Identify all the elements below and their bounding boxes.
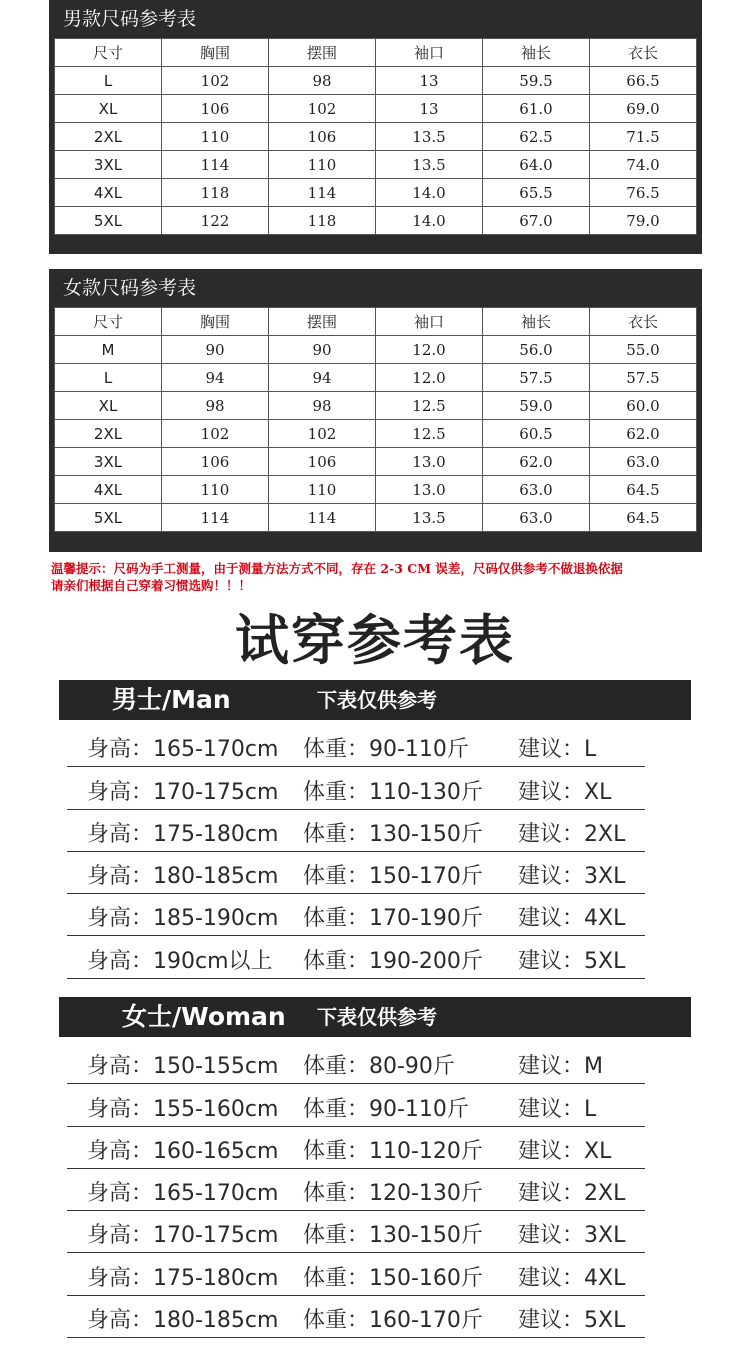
table-cell: 106 bbox=[269, 123, 376, 151]
table-cell: 13 bbox=[376, 67, 483, 95]
table-cell: 98 bbox=[162, 392, 269, 420]
measurement-notice bbox=[51, 560, 711, 594]
height-range: 身高：175-180cm bbox=[87, 1266, 279, 1291]
list-item bbox=[67, 1210, 645, 1253]
table-cell: 13.5 bbox=[376, 504, 483, 532]
table-row bbox=[55, 179, 697, 207]
table-cell: 2XL bbox=[55, 123, 162, 151]
table-cell: 2XL bbox=[55, 420, 162, 448]
table-cell: 90 bbox=[162, 336, 269, 364]
height-range: 身高：185-190cm bbox=[87, 906, 279, 931]
table-cell: XL bbox=[55, 392, 162, 420]
list-item bbox=[67, 1253, 645, 1296]
column-header: 胸围 bbox=[162, 308, 269, 336]
weight-range: 体重：130-150斤 bbox=[303, 1223, 483, 1248]
table-cell: 5XL bbox=[55, 504, 162, 532]
height-range: 身高：165-170cm bbox=[87, 737, 279, 762]
table-cell: 118 bbox=[269, 207, 376, 235]
table-cell: 106 bbox=[162, 95, 269, 123]
woman-fit-note: 下表仅供参考 bbox=[317, 1005, 437, 1029]
column-header: 衣长 bbox=[590, 39, 697, 67]
suggested-size: 建议：3XL bbox=[518, 864, 626, 889]
table-cell: 13.5 bbox=[376, 123, 483, 151]
suggested-size: 建议：4XL bbox=[518, 1266, 626, 1291]
list-item bbox=[67, 1168, 645, 1211]
list-item bbox=[67, 1041, 645, 1084]
table-cell: 59.0 bbox=[483, 392, 590, 420]
table-cell: 118 bbox=[162, 179, 269, 207]
suggested-size: 建议：L bbox=[518, 1097, 597, 1122]
man-fit-label: 男士/Man bbox=[112, 685, 231, 714]
table-header-row bbox=[55, 39, 697, 67]
column-header: 摆围 bbox=[269, 308, 376, 336]
table-cell: 114 bbox=[162, 151, 269, 179]
women-size-chart-title: 女款尺码参考表 bbox=[63, 277, 197, 299]
table-cell: 110 bbox=[269, 476, 376, 504]
height-range: 身高：150-155cm bbox=[87, 1054, 279, 1079]
table-cell: 13.0 bbox=[376, 448, 483, 476]
height-range: 身高：170-175cm bbox=[87, 780, 279, 805]
table-cell: 5XL bbox=[55, 207, 162, 235]
table-cell: 63.0 bbox=[590, 448, 697, 476]
table-cell: 62.0 bbox=[483, 448, 590, 476]
table-row bbox=[55, 364, 697, 392]
suggested-size: 建议：3XL bbox=[518, 1223, 626, 1248]
table-cell: 60.0 bbox=[590, 392, 697, 420]
table-cell: 90 bbox=[269, 336, 376, 364]
notice-line: 温馨提示：尺码为手工测量，由于测量方法方式不同，存在 2-3 CM 误差，尺码仅供参考不做退换依据 bbox=[51, 561, 623, 576]
table-cell: 57.5 bbox=[590, 364, 697, 392]
list-item bbox=[67, 851, 645, 894]
table-cell: 64.5 bbox=[590, 476, 697, 504]
suggested-size: 建议：XL bbox=[518, 780, 612, 805]
table-cell: M bbox=[55, 336, 162, 364]
height-range: 身高：155-160cm bbox=[87, 1097, 279, 1122]
column-header: 摆围 bbox=[269, 39, 376, 67]
column-header: 胸围 bbox=[162, 39, 269, 67]
table-cell: 66.5 bbox=[590, 67, 697, 95]
height-range: 身高：175-180cm bbox=[87, 822, 279, 847]
list-item bbox=[67, 809, 645, 852]
list-item bbox=[67, 767, 645, 810]
table-cell: 12.0 bbox=[376, 364, 483, 392]
table-row bbox=[55, 151, 697, 179]
table-row bbox=[55, 95, 697, 123]
table-cell: 102 bbox=[162, 67, 269, 95]
table-cell: 74.0 bbox=[590, 151, 697, 179]
suggested-size: 建议：L bbox=[518, 737, 597, 762]
list-item bbox=[67, 1126, 645, 1169]
table-cell: 110 bbox=[162, 123, 269, 151]
table-cell: 12.5 bbox=[376, 392, 483, 420]
table-cell: 114 bbox=[269, 504, 376, 532]
table-cell: 14.0 bbox=[376, 179, 483, 207]
list-item bbox=[67, 724, 645, 767]
suggested-size: 建议：5XL bbox=[518, 949, 626, 974]
woman-fit-label: 女士/Woman bbox=[122, 1002, 286, 1031]
table-cell: 102 bbox=[269, 95, 376, 123]
men-size-chart-title: 男款尺码参考表 bbox=[63, 8, 197, 30]
table-cell: 62.0 bbox=[590, 420, 697, 448]
table-cell: 3XL bbox=[55, 151, 162, 179]
table-cell: 13.5 bbox=[376, 151, 483, 179]
weight-range: 体重：90-110斤 bbox=[303, 1097, 469, 1122]
table-cell: 57.5 bbox=[483, 364, 590, 392]
table-row bbox=[55, 448, 697, 476]
table-cell: 4XL bbox=[55, 179, 162, 207]
column-header: 袖长 bbox=[483, 308, 590, 336]
table-cell: 55.0 bbox=[590, 336, 697, 364]
table-row bbox=[55, 476, 697, 504]
table-cell: 64.5 bbox=[590, 504, 697, 532]
table-cell: 13 bbox=[376, 95, 483, 123]
table-row bbox=[55, 123, 697, 151]
fit-reference-title: 试穿参考表 bbox=[235, 609, 515, 672]
table-header-row bbox=[55, 308, 697, 336]
table-cell: 12.5 bbox=[376, 420, 483, 448]
weight-range: 体重：90-110斤 bbox=[303, 737, 469, 762]
weight-range: 体重：120-130斤 bbox=[303, 1181, 483, 1206]
table-cell: XL bbox=[55, 95, 162, 123]
weight-range: 体重：160-170斤 bbox=[303, 1308, 483, 1333]
table-cell: 114 bbox=[162, 504, 269, 532]
suggested-size: 建议：M bbox=[518, 1054, 603, 1079]
table-cell: 67.0 bbox=[483, 207, 590, 235]
table-cell: L bbox=[55, 67, 162, 95]
weight-range: 体重：80-90斤 bbox=[303, 1054, 455, 1079]
table-cell: 56.0 bbox=[483, 336, 590, 364]
weight-range: 体重：190-200斤 bbox=[303, 949, 483, 974]
man-fit-note: 下表仅供参考 bbox=[317, 688, 437, 712]
table-cell: 110 bbox=[162, 476, 269, 504]
height-range: 身高：170-175cm bbox=[87, 1223, 279, 1248]
suggested-size: 建议：2XL bbox=[518, 1181, 626, 1206]
women-size-table bbox=[54, 307, 697, 532]
column-header: 袖口 bbox=[376, 308, 483, 336]
table-cell: 59.5 bbox=[483, 67, 590, 95]
man-fit-header bbox=[59, 680, 691, 720]
table-cell: 106 bbox=[162, 448, 269, 476]
table-cell: 94 bbox=[162, 364, 269, 392]
weight-range: 体重：150-160斤 bbox=[303, 1266, 483, 1291]
column-header: 袖长 bbox=[483, 39, 590, 67]
table-cell: 114 bbox=[269, 179, 376, 207]
notice-line: 请亲们根据自己穿着习惯选购！！！ bbox=[51, 578, 252, 593]
suggested-size: 建议：4XL bbox=[518, 906, 626, 931]
table-cell: 63.0 bbox=[483, 476, 590, 504]
column-header: 袖口 bbox=[376, 39, 483, 67]
table-cell: 4XL bbox=[55, 476, 162, 504]
table-row bbox=[55, 67, 697, 95]
suggested-size: 建议：5XL bbox=[518, 1308, 626, 1333]
table-cell: 79.0 bbox=[590, 207, 697, 235]
table-cell: 61.0 bbox=[483, 95, 590, 123]
table-cell: 102 bbox=[162, 420, 269, 448]
weight-range: 体重：110-120斤 bbox=[303, 1139, 483, 1164]
weight-range: 体重：130-150斤 bbox=[303, 822, 483, 847]
height-range: 身高：160-165cm bbox=[87, 1139, 279, 1164]
table-row bbox=[55, 336, 697, 364]
table-row bbox=[55, 207, 697, 235]
height-range: 身高：180-185cm bbox=[87, 1308, 279, 1333]
list-item bbox=[67, 1295, 645, 1338]
table-cell: 94 bbox=[269, 364, 376, 392]
table-row bbox=[55, 420, 697, 448]
table-cell: 69.0 bbox=[590, 95, 697, 123]
column-header: 尺寸 bbox=[55, 39, 162, 67]
suggested-size: 建议：XL bbox=[518, 1139, 612, 1164]
table-cell: 122 bbox=[162, 207, 269, 235]
height-range: 身高：180-185cm bbox=[87, 864, 279, 889]
table-cell: 14.0 bbox=[376, 207, 483, 235]
table-cell: 12.0 bbox=[376, 336, 483, 364]
table-cell: 106 bbox=[269, 448, 376, 476]
list-item bbox=[67, 936, 645, 979]
weight-range: 体重：110-130斤 bbox=[303, 780, 483, 805]
suggested-size: 建议：2XL bbox=[518, 822, 626, 847]
table-cell: 71.5 bbox=[590, 123, 697, 151]
table-cell: L bbox=[55, 364, 162, 392]
women-size-chart bbox=[49, 269, 702, 552]
column-header: 衣长 bbox=[590, 308, 697, 336]
height-range: 身高：190cm以上 bbox=[87, 949, 273, 974]
weight-range: 体重：170-190斤 bbox=[303, 906, 483, 931]
table-cell: 98 bbox=[269, 392, 376, 420]
table-cell: 65.5 bbox=[483, 179, 590, 207]
list-item bbox=[67, 893, 645, 936]
table-cell: 98 bbox=[269, 67, 376, 95]
table-cell: 3XL bbox=[55, 448, 162, 476]
table-cell: 110 bbox=[269, 151, 376, 179]
table-row bbox=[55, 504, 697, 532]
table-cell: 13.0 bbox=[376, 476, 483, 504]
table-cell: 60.5 bbox=[483, 420, 590, 448]
weight-range: 体重：150-170斤 bbox=[303, 864, 483, 889]
table-cell: 63.0 bbox=[483, 504, 590, 532]
woman-fit-header bbox=[59, 997, 691, 1037]
list-item bbox=[67, 1084, 645, 1127]
table-cell: 102 bbox=[269, 420, 376, 448]
table-cell: 62.5 bbox=[483, 123, 590, 151]
men-size-table bbox=[54, 38, 697, 235]
column-header: 尺寸 bbox=[55, 308, 162, 336]
men-size-chart bbox=[49, 0, 702, 254]
table-cell: 64.0 bbox=[483, 151, 590, 179]
table-row bbox=[55, 392, 697, 420]
height-range: 身高：165-170cm bbox=[87, 1181, 279, 1206]
table-cell: 76.5 bbox=[590, 179, 697, 207]
